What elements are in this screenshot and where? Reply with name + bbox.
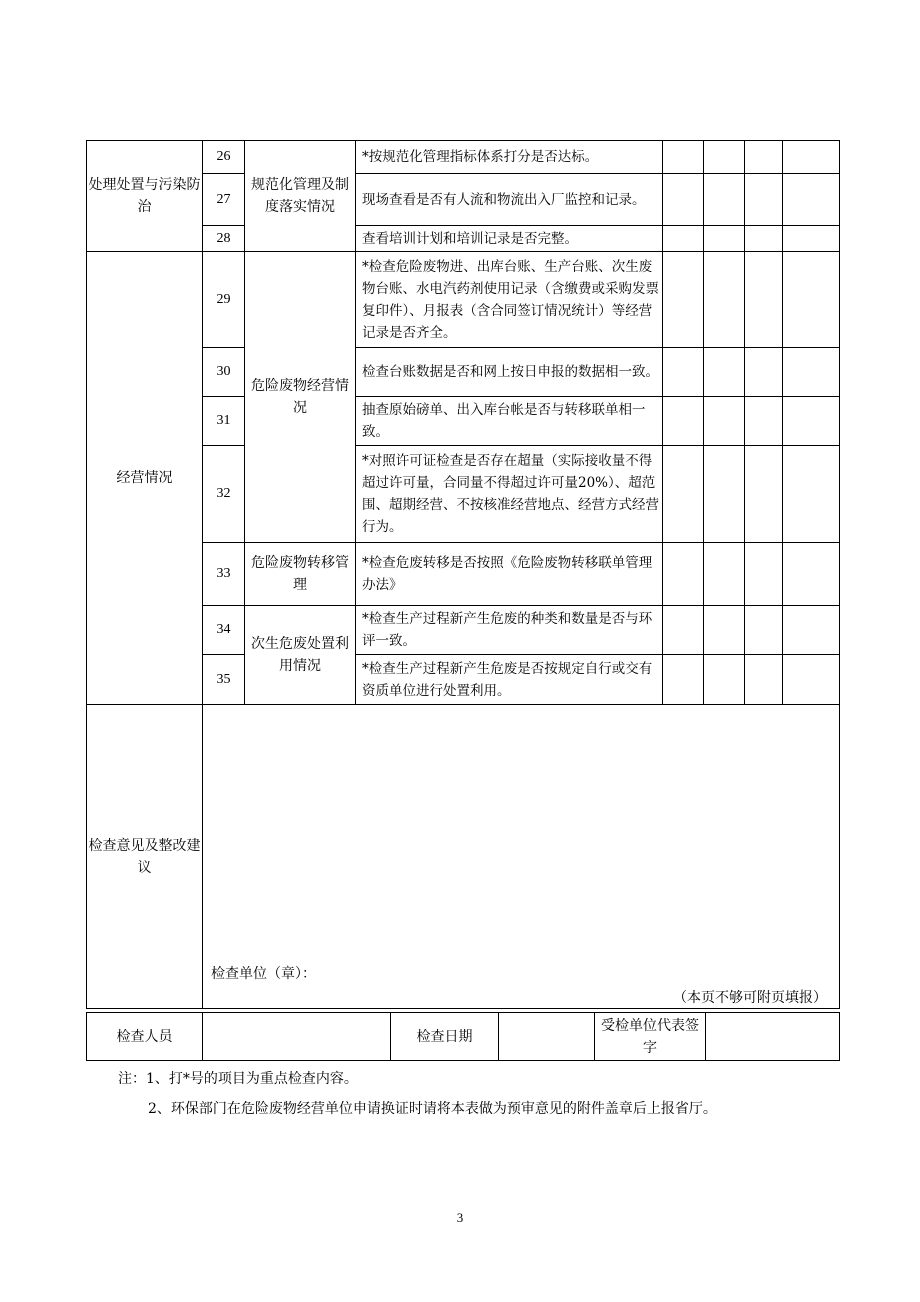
check-cell[interactable] [704,226,745,252]
inspector-label: 检查人员 [87,1013,203,1061]
category-cell: 经营情况 [87,252,203,705]
check-cell[interactable] [704,141,745,174]
inspection-table [86,140,840,1009]
check-cell[interactable] [663,226,704,252]
signer-label: 受检单位代表签字 [595,1013,706,1061]
item-content: 现场查看是否有人流和物流出入厂监控和记录。 [356,174,663,226]
check-cell[interactable] [704,348,745,397]
check-cell[interactable] [663,397,704,446]
signature-table [86,1012,840,1061]
item-number: 26 [203,141,245,174]
attachment-note: （本页不够可附页填报） [673,990,827,1006]
item-content: *按规范化管理指标体系打分是否达标。 [356,141,663,174]
check-cell[interactable] [783,606,840,655]
category-cell: 处理处置与污染防治 [87,141,203,252]
check-cell[interactable] [663,543,704,606]
opinion-content[interactable] [203,705,840,1009]
check-cell[interactable] [745,543,783,606]
check-cell[interactable] [704,543,745,606]
check-cell[interactable] [663,446,704,543]
check-cell[interactable] [663,141,704,174]
check-cell[interactable] [745,606,783,655]
item-number: 28 [203,226,245,252]
note-2: 2、环保部门在危险废物经营单位申请换证时请将本表做为预审意见的附件盖章后上报省厅。 [148,1101,717,1117]
check-cell[interactable] [704,606,745,655]
notes [118,1068,717,1120]
date-field[interactable] [499,1013,595,1061]
item-content: *对照许可证检查是否存在超量（实际接收量不得超过许可量，合同量不得超过许可量20%）、超范围、超期经营、不按核准经营地点、经营方式经营行为。 [356,446,663,543]
item-number: 31 [203,397,245,446]
check-cell[interactable] [704,174,745,226]
page-number: 3 [456,1210,464,1225]
check-cell[interactable] [745,655,783,705]
inspection-unit-label: 检查单位（章）： [211,966,316,982]
table-row [87,252,840,348]
item-number: 34 [203,606,245,655]
check-cell[interactable] [663,252,704,348]
item-content: 检查台账数据是否和网上按日申报的数据相一致。 [356,348,663,397]
item-content: *检查生产过程新产生危废的种类和数量是否与环评一致。 [356,606,663,655]
signature-row [87,1013,840,1061]
check-cell[interactable] [783,543,840,606]
item-content: 抽查原始磅单、出入库台帐是否与转移联单相一致。 [356,397,663,446]
opinion-row [87,705,840,1009]
subgroup-cell: 危险废物经营情况 [245,252,356,543]
check-cell[interactable] [745,141,783,174]
check-cell[interactable] [783,226,840,252]
check-cell[interactable] [704,446,745,543]
date-label: 检查日期 [391,1013,499,1061]
note-1: 注：1、打*号的项目为重点检查内容。 [118,1071,358,1087]
check-cell[interactable] [704,655,745,705]
check-cell[interactable] [663,606,704,655]
item-number: 30 [203,348,245,397]
inspector-field[interactable] [203,1013,391,1061]
check-cell[interactable] [745,174,783,226]
check-cell[interactable] [783,252,840,348]
check-cell[interactable] [745,252,783,348]
check-cell[interactable] [783,348,840,397]
check-cell[interactable] [745,226,783,252]
item-content: 查看培训计划和培训记录是否完整。 [356,226,663,252]
table-row [87,141,840,174]
item-number: 32 [203,446,245,543]
subgroup-cell: 规范化管理及制度落实情况 [245,141,356,252]
check-cell[interactable] [783,174,840,226]
item-number: 27 [203,174,245,226]
signer-field[interactable] [706,1013,840,1061]
check-cell[interactable] [745,446,783,543]
check-cell[interactable] [783,655,840,705]
subgroup-cell: 危险废物转移管理 [245,543,356,606]
item-content: *检查危废转移是否按照《危险废物转移联单管理办法》 [356,543,663,606]
check-cell[interactable] [745,397,783,446]
item-content: *检查危险废物进、出库台账、生产台账、次生废物台账、水电汽药剂使用记录（含缴费或采购发票复印件）、月报表（含合同签订情况统计）等经营记录是否齐全。 [356,252,663,348]
check-cell[interactable] [783,446,840,543]
check-cell[interactable] [783,397,840,446]
check-cell[interactable] [704,397,745,446]
check-cell[interactable] [663,348,704,397]
check-cell[interactable] [663,174,704,226]
item-number: 33 [203,543,245,606]
item-number: 35 [203,655,245,705]
check-cell[interactable] [704,252,745,348]
item-content: *检查生产过程新产生危废是否按规定自行或交有资质单位进行处置利用。 [356,655,663,705]
opinion-label: 检查意见及整改建议 [87,705,203,1009]
check-cell[interactable] [745,348,783,397]
subgroup-cell: 次生危废处置利用情况 [245,606,356,705]
check-cell[interactable] [783,141,840,174]
check-cell[interactable] [663,655,704,705]
item-number: 29 [203,252,245,348]
